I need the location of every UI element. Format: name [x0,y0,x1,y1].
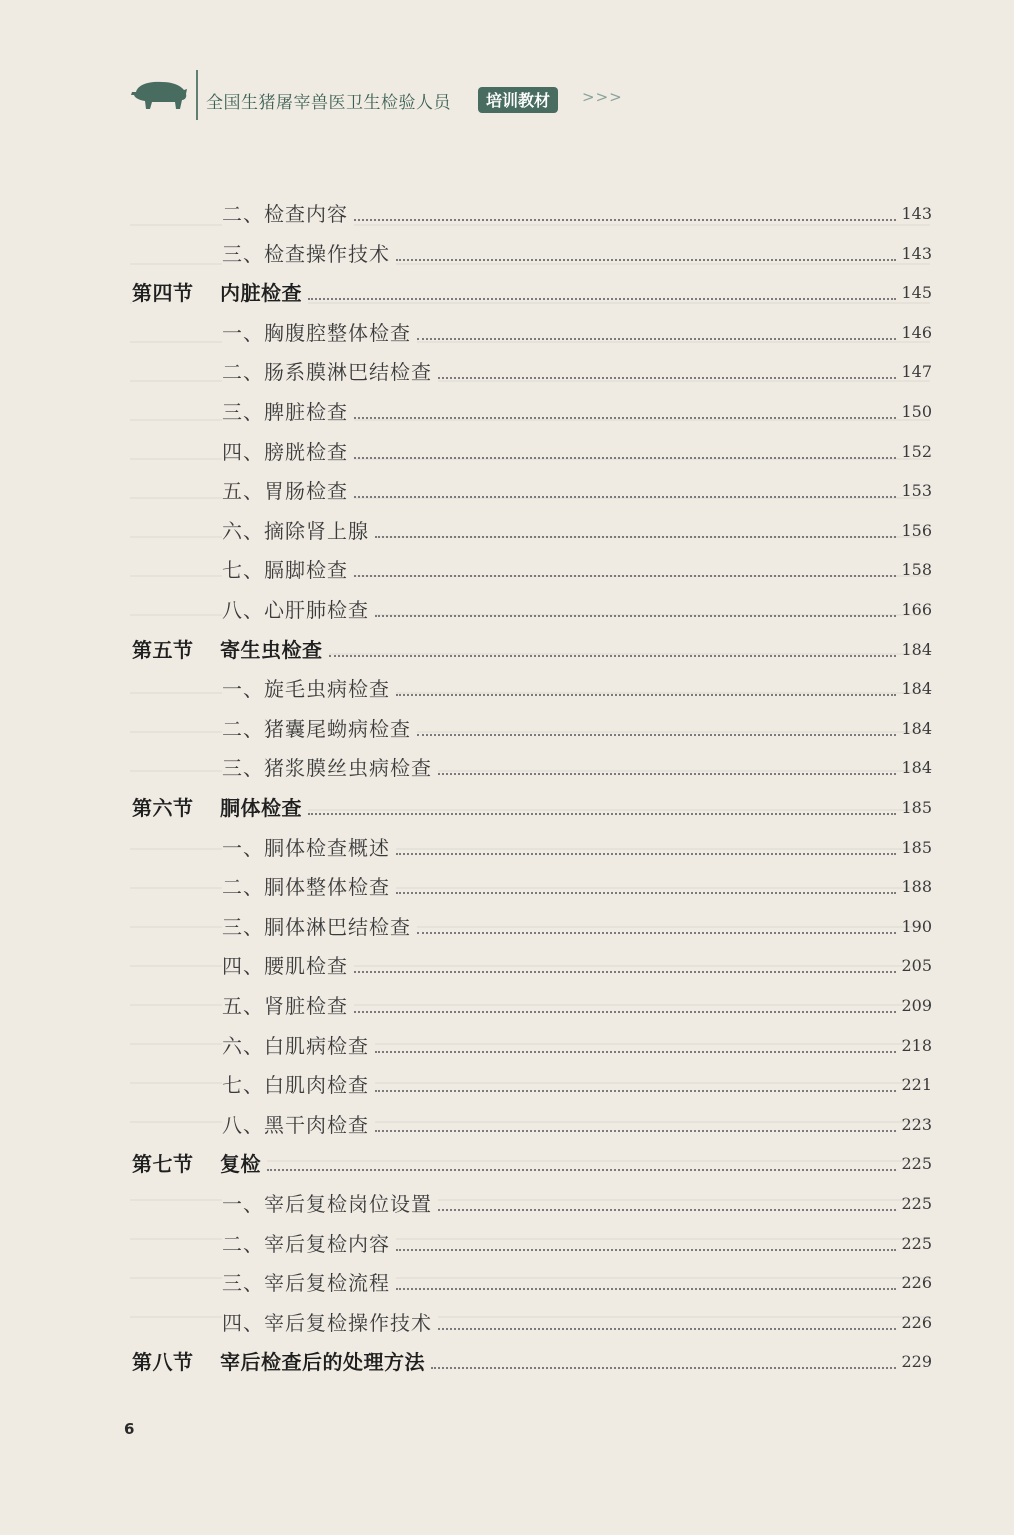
toc-page-number: 152 [901,442,932,461]
toc-section-label [132,635,329,665]
leader-dots [354,971,896,973]
toc-item-label: 八、黑干肉检查 [222,1110,375,1140]
leader-dots [396,694,896,696]
toc-page-number: 153 [901,481,932,500]
toc-page-number: 225 [901,1194,932,1213]
toc-page-number: 226 [901,1273,932,1292]
toc-item-label: 七、白肌肉检查 [222,1070,375,1100]
toc-item-row [0,1110,1014,1140]
toc-page-number: 221 [901,1075,932,1094]
toc-item-row [0,872,1014,902]
toc-item-label: 二、猪囊尾蚴病检查 [222,714,417,744]
toc-item-label: 八、心肝肺检查 [222,595,375,625]
toc-item-row [0,1308,1014,1338]
toc-item-row [0,833,1014,863]
toc-item-label: 二、宰后复检内容 [222,1229,396,1259]
toc-item-label: 三、宰后复检流程 [222,1268,396,1298]
toc-item-row [0,951,1014,981]
toc-page-number: 184 [901,719,932,738]
page-number: 6 [124,1420,135,1438]
toc-page-number: 143 [901,244,932,263]
toc-item-row [0,595,1014,625]
leader-dots [354,1011,896,1013]
toc-item-label: 四、膀胱检查 [222,437,354,467]
toc-item-row [0,1229,1014,1259]
toc-item-label: 一、胴体检查概述 [222,833,396,863]
toc-page-number: 166 [901,600,932,619]
toc-page-number: 226 [901,1313,932,1332]
toc-section-label [132,1149,267,1179]
leader-dots [396,1288,896,1290]
toc-item-row [0,1031,1014,1061]
section-number: 第六节 [132,796,194,820]
leader-dots [308,298,896,300]
toc-item-row [0,1189,1014,1219]
pig-icon [130,78,188,112]
section-title: 复检 [220,1152,261,1176]
toc-page-number: 188 [901,877,932,896]
section-number: 第八节 [132,1350,194,1374]
toc-item-label: 三、脾脏检查 [222,397,354,427]
toc-page-number: 143 [901,204,932,223]
section-title: 宰后检查后的处理方法 [220,1350,425,1374]
leader-dots [438,1328,896,1330]
toc-page-number: 225 [901,1234,932,1253]
toc-item-label: 三、检查操作技术 [222,239,396,269]
leader-dots [308,813,896,815]
section-number: 第四节 [132,281,194,305]
toc-item-row [0,674,1014,704]
toc-page-number: 185 [901,838,932,857]
toc-page-number: 223 [901,1115,932,1134]
toc-page-number: 184 [901,758,932,777]
toc-page-number: 205 [901,956,932,975]
toc-item-label: 四、宰后复检操作技术 [222,1308,438,1338]
arrows-decoration: >>> [582,88,623,106]
toc-item-row [0,753,1014,783]
toc-page-number: 184 [901,640,932,659]
leader-dots [396,1249,896,1251]
toc-page-number: 190 [901,917,932,936]
toc-item-row [0,318,1014,348]
leader-dots [396,892,896,894]
toc-item-label: 一、旋毛虫病检查 [222,674,396,704]
toc-section-row [0,793,1014,823]
toc-item-label: 七、膈脚检查 [222,555,354,585]
leader-dots [417,338,896,340]
toc-page-number: 229 [901,1352,932,1371]
toc-section-row [0,278,1014,308]
leader-dots [354,417,896,419]
toc-section-label [132,793,308,823]
toc-item-row [0,357,1014,387]
leader-dots [354,496,896,498]
leader-dots [267,1169,896,1171]
toc-item-label: 二、胴体整体检查 [222,872,396,902]
leader-dots [396,853,896,855]
toc-section-row [0,635,1014,665]
leader-dots [329,655,896,657]
toc-page-number: 150 [901,402,932,421]
toc-item-label: 四、腰肌检查 [222,951,354,981]
toc-page-number: 184 [901,679,932,698]
section-title: 内脏检查 [220,281,302,305]
toc-item-row [0,1268,1014,1298]
toc-section-row [0,1149,1014,1179]
leader-dots [375,1051,896,1053]
running-header [130,70,650,126]
section-title: 胴体检查 [220,796,302,820]
leader-dots [354,219,896,221]
leader-dots [438,773,896,775]
toc-item-row [0,1070,1014,1100]
toc-page-number: 145 [901,283,932,302]
toc-item-label: 六、摘除肾上腺 [222,516,375,546]
section-title: 寄生虫检查 [220,638,323,662]
toc-item-row [0,991,1014,1021]
leader-dots [354,457,896,459]
toc-page-number: 209 [901,996,932,1015]
toc-item-label: 五、肾脏检查 [222,991,354,1021]
toc-page-number: 218 [901,1036,932,1055]
leader-dots [375,615,896,617]
toc-page-number: 147 [901,362,932,381]
leader-dots [417,734,896,736]
series-title: 全国生猪屠宰兽医卫生检验人员 [206,93,451,113]
leader-dots [431,1367,896,1369]
leader-dots [417,932,896,934]
toc-item-row [0,516,1014,546]
toc-page-number: 185 [901,798,932,817]
toc-item-row [0,714,1014,744]
toc-item-label: 一、宰后复检岗位设置 [222,1189,438,1219]
toc-item-row [0,239,1014,269]
header-divider [196,70,198,120]
leader-dots [438,377,896,379]
training-badge: 培训教材 [478,87,558,113]
section-number: 第七节 [132,1152,194,1176]
toc-item-label: 三、猪浆膜丝虫病检查 [222,753,438,783]
toc-item-row [0,912,1014,942]
toc-section-row [0,1347,1014,1377]
toc-item-label: 六、白肌病检查 [222,1031,375,1061]
toc-page-number: 158 [901,560,932,579]
toc-item-row [0,199,1014,229]
toc-item-label: 三、胴体淋巴结检查 [222,912,417,942]
toc-item-label: 一、胸腹腔整体检查 [222,318,417,348]
leader-dots [375,1090,896,1092]
toc-item-row [0,476,1014,506]
toc-section-label [132,278,308,308]
toc-item-row [0,397,1014,427]
toc-item-label: 五、胃肠检查 [222,476,354,506]
section-number: 第五节 [132,638,194,662]
leader-dots [396,259,896,261]
toc-page-number: 146 [901,323,932,342]
leader-dots [375,536,896,538]
toc-page-number: 156 [901,521,932,540]
toc-item-row [0,555,1014,585]
leader-dots [375,1130,896,1132]
toc-item-label: 二、肠系膜淋巴结检查 [222,357,438,387]
leader-dots [438,1209,896,1211]
toc-page-number: 225 [901,1154,932,1173]
leader-dots [354,575,896,577]
toc-item-label: 二、检查内容 [222,199,354,229]
toc-section-label [132,1347,431,1377]
toc-item-row [0,437,1014,467]
